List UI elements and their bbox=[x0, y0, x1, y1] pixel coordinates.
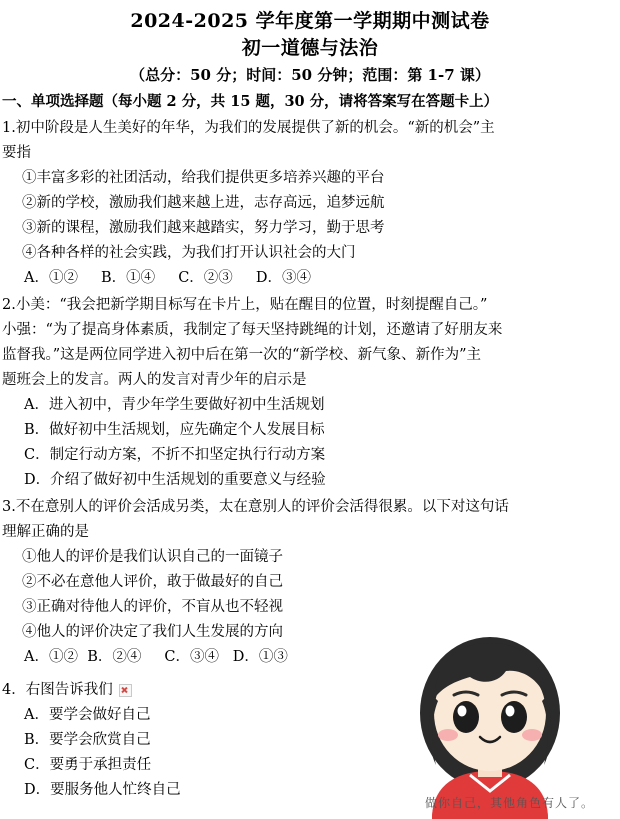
q3-option-1: ①他人的评价是我们认识自己的一面镜子 bbox=[22, 549, 283, 565]
q3-stem-line-1: 3.不在意别人的评价会活成另类，太在意别人的评价会活得很累。以下对这句话 bbox=[2, 499, 509, 515]
q2-option-b: B．做好初中生活规划，应先确定个人发展目标 bbox=[24, 422, 325, 438]
q2-option-a: A．进入初中，青少年学生要做好初中生活规划 bbox=[24, 397, 325, 413]
question-1 bbox=[0, 116, 620, 291]
q1-stem-line-1: 1.初中阶段是人生美好的年华，为我们的发展提供了新的机会。“新的机会”主 bbox=[2, 120, 495, 136]
q1-option-1: ①丰富多彩的社团活动，给我们提供更多培养兴趣的平台 bbox=[22, 170, 385, 186]
q1-option-4: ④各种各样的社会实践，为我们打开认识社会的大门 bbox=[22, 245, 356, 261]
q4-option-d: D．要服务他人忙终自己 bbox=[24, 782, 181, 798]
q1-option-3: ③新的课程，激励我们越来越踏实，努力学习，勤于思考 bbox=[22, 220, 385, 236]
q3-option-2: ②不必在意他人评价，敢于做最好的自己 bbox=[22, 574, 283, 590]
q2-stem-line-1: 2.小美：“我会把新学期目标写在卡片上，贴在醒目的位置，时刻提醒自己。” bbox=[2, 297, 488, 313]
q2-stem-line-3: 监督我。”这是两位同学进入初中后在第一次的“新学校、新气象、新作为”主 bbox=[2, 347, 481, 363]
q4-stem bbox=[0, 678, 372, 703]
q3-answer-choices: A．①② B．②④ C．③④ D．①③ bbox=[24, 649, 288, 665]
section-heading-1: 一、单项选择题（每小题 2 分，共 15 题，30 分，请将答案写在答题卡上） bbox=[2, 93, 499, 110]
broken-image-icon bbox=[119, 684, 132, 697]
q3-option-4: ④他人的评价决定了我们人生发展的方向 bbox=[22, 624, 283, 640]
title-line-1: 2024-2025 学年度第一学期期中测试卷 bbox=[130, 10, 490, 32]
q3-option-3: ③正确对待他人的评价，不盲从也不轻视 bbox=[22, 599, 283, 615]
q2-option-c: C．制定行动方案，不折不扣坚定执行行动方案 bbox=[24, 447, 326, 463]
page-title bbox=[0, 8, 620, 62]
q4-option-b: B．要学会欣赏自己 bbox=[24, 732, 151, 748]
exam-meta-subtitle: （总分：50 分；时间：50 分钟；范围：第 1-7 课） bbox=[130, 66, 490, 84]
title-line-2: 初一道德与法治 bbox=[241, 37, 379, 59]
q2-option-d: D．介绍了做好初中生活规划的重要意义与经验 bbox=[24, 472, 326, 488]
q1-answer-choices: A．①② B．①④ C．②③ D．③④ bbox=[24, 270, 311, 286]
q4-option-a: A．要学会做好自己 bbox=[24, 707, 151, 723]
exam-paper-page bbox=[0, 8, 620, 819]
q1-stem-line-2: 要指 bbox=[2, 145, 31, 161]
question-2 bbox=[0, 293, 620, 493]
question-3 bbox=[0, 495, 620, 670]
q3-stem-line-2: 理解正确的是 bbox=[2, 524, 89, 540]
q4-option-c: C．要勇于承担责任 bbox=[24, 757, 152, 773]
q2-stem-line-4: 题班会上的发言。两人的发言对青少年的启示是 bbox=[2, 372, 307, 388]
q1-option-2: ②新的学校，激励我们越来越上进，志存高远，追梦远航 bbox=[22, 195, 385, 211]
q2-stem-line-2: 小强：“为了提高身体素质，我制定了每天坚持跳绳的计划，还邀请了好朋友来 bbox=[2, 322, 503, 338]
q4-stem-text: 4．右图告诉我们 bbox=[2, 682, 113, 698]
illustration-caption: 做你自己，其他角色有人了。 bbox=[424, 796, 594, 810]
question-4 bbox=[0, 678, 620, 803]
